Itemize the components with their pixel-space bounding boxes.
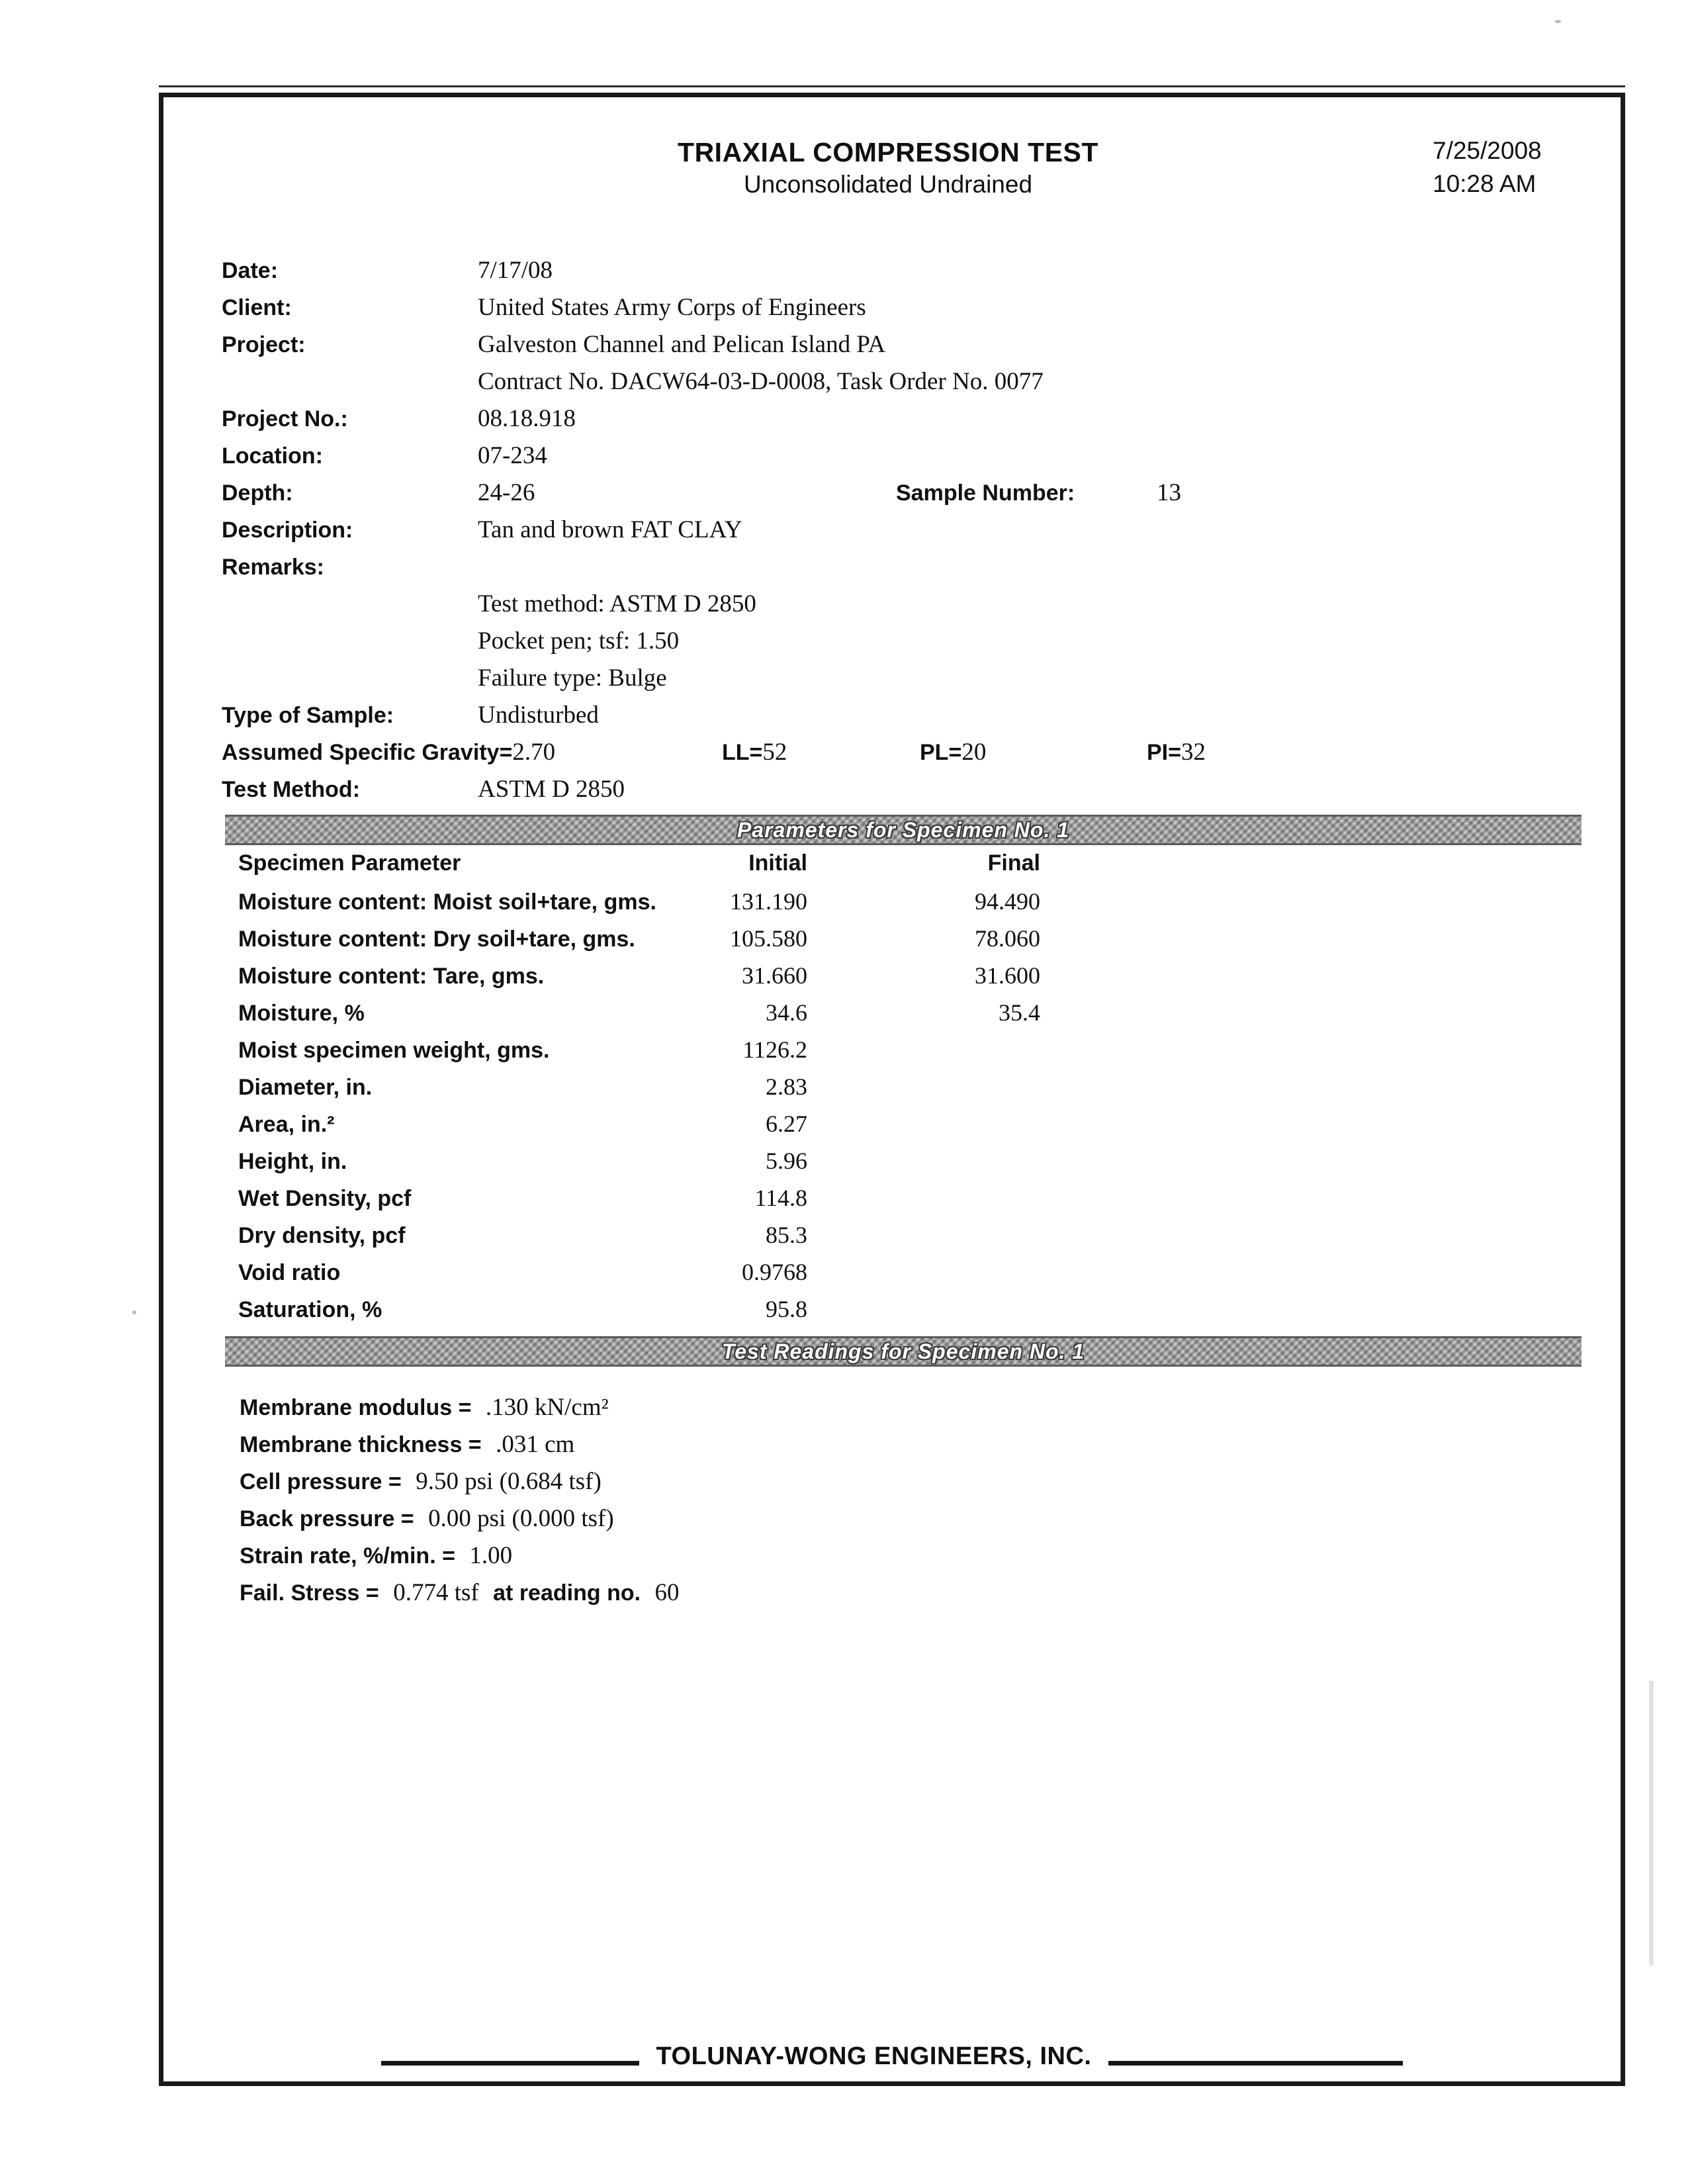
reading-value: 1.00 <box>469 1542 513 1569</box>
info-section <box>222 255 1554 811</box>
pi-value: 32 <box>1181 739 1206 766</box>
col-header-parameter: Specimen Parameter <box>238 850 461 876</box>
info-label: Project No.: <box>222 406 348 432</box>
param-name: Saturation, % <box>238 1297 382 1322</box>
info-value: 07-234 <box>478 442 547 469</box>
param-name: Diameter, in. <box>238 1075 373 1100</box>
info-label: Project: <box>222 332 306 357</box>
param-initial: 131.190 <box>730 888 807 915</box>
reading-value: .130 kN/cm² <box>485 1394 609 1421</box>
fail-reading-label: at reading no. <box>493 1580 641 1606</box>
param-initial: 5.96 <box>766 1148 807 1174</box>
report-frame <box>159 93 1625 2086</box>
reading-value: 0.00 psi (0.000 tsf) <box>428 1505 614 1532</box>
reading-label: Membrane modulus = <box>240 1395 472 1420</box>
sample-number-label: Sample Number: <box>896 480 1075 506</box>
param-name: Area, in.² <box>238 1112 335 1137</box>
info-value: United States Army Corps of Engineers <box>478 294 866 321</box>
param-final: 94.490 <box>975 888 1040 915</box>
table-row <box>222 1147 1554 1184</box>
fail-stress-value: 0.774 tsf <box>393 1579 479 1606</box>
info-row-failure-type <box>222 662 1554 700</box>
param-initial: 1126.2 <box>742 1036 807 1063</box>
ll-label: LL= <box>722 740 763 765</box>
reading-membrane-thickness <box>222 1429 1554 1466</box>
table-row <box>222 1184 1554 1221</box>
company-name: TOLUNAY-WONG ENGINEERS, INC. <box>656 2042 1092 2070</box>
param-name: Void ratio <box>238 1260 341 1285</box>
info-row-project-no <box>222 403 1554 440</box>
parameters-table-header <box>222 850 1554 887</box>
info-value: Undisturbed <box>478 702 599 729</box>
info-row-contract <box>222 366 1554 403</box>
param-name: Height, in. <box>238 1149 347 1174</box>
info-label: Remarks: <box>222 555 324 580</box>
param-initial: 105.580 <box>730 925 807 952</box>
info-row-depth <box>222 477 1554 514</box>
specific-gravity-value: 2.70 <box>512 739 556 766</box>
readings-section-title: Test Readings for Specimen No. 1 <box>721 1339 1085 1363</box>
param-final: 35.4 <box>999 999 1040 1026</box>
param-name: Moisture content: Tare, gms. <box>238 964 545 989</box>
scan-speck <box>132 1310 136 1314</box>
info-label: Depth: <box>222 480 293 506</box>
reading-label: Strain rate, %/min. = <box>240 1543 455 1569</box>
report-content <box>163 97 1621 2081</box>
info-row-remarks <box>222 551 1554 588</box>
table-row <box>222 999 1554 1036</box>
param-name: Dry density, pcf <box>238 1223 406 1248</box>
param-final: 31.600 <box>975 962 1040 989</box>
info-label: Date: <box>222 258 279 283</box>
table-row <box>222 1295 1554 1332</box>
ll-value: 52 <box>762 739 787 766</box>
info-value: Galveston Channel and Pelican Island PA <box>478 331 886 358</box>
reading-back-pressure <box>222 1503 1554 1540</box>
sample-number-value: 13 <box>1157 479 1181 506</box>
footer-rule-right <box>1108 2061 1403 2066</box>
test-method-row <box>222 774 1554 811</box>
param-name: Moisture, % <box>238 1001 365 1026</box>
param-initial: 0.9768 <box>742 1259 807 1285</box>
info-row-pocket-pen <box>222 625 1554 662</box>
specific-gravity-row <box>222 737 1554 774</box>
report-subtitle: Unconsolidated Undrained <box>743 171 1033 198</box>
reading-strain-rate <box>222 1540 1554 1577</box>
table-row <box>222 1110 1554 1147</box>
page-edge-line <box>159 85 1625 87</box>
test-readings-section <box>222 1392 1554 1614</box>
report-title: TRIAXIAL COMPRESSION TEST <box>678 137 1098 167</box>
param-final: 78.060 <box>975 925 1040 952</box>
info-value: Contract No. DACW64-03-D-0008, Task Order No. 0077 <box>478 368 1044 395</box>
info-row-location <box>222 440 1554 477</box>
fail-reading-value: 60 <box>654 1579 680 1606</box>
info-label: Location: <box>222 443 323 469</box>
info-row-test-method-note <box>222 588 1554 625</box>
table-row <box>222 1258 1554 1295</box>
info-label: Client: <box>222 295 292 320</box>
parameters-section-bar <box>225 815 1582 845</box>
info-value: 24-26 <box>478 479 535 506</box>
footer-rule-left <box>381 2061 639 2066</box>
info-label: Type of Sample: <box>222 703 394 728</box>
param-initial: 85.3 <box>766 1222 807 1248</box>
param-initial: 6.27 <box>766 1111 807 1137</box>
reading-label: Cell pressure = <box>240 1469 402 1494</box>
print-date: 7/25/2008 <box>1433 137 1542 164</box>
info-row-date <box>222 255 1554 292</box>
reading-membrane-modulus <box>222 1392 1554 1429</box>
reading-value: 9.50 psi (0.684 tsf) <box>416 1468 602 1495</box>
scan-artifact-streak <box>1649 1681 1654 1966</box>
liquid-limit <box>722 737 787 768</box>
info-label: Description: <box>222 518 353 543</box>
print-time: 10:28 AM <box>1433 170 1537 197</box>
table-row <box>222 887 1554 925</box>
table-row <box>222 962 1554 999</box>
param-name: Wet Density, pcf <box>238 1186 412 1211</box>
plastic-limit <box>920 737 986 768</box>
reading-value: .031 cm <box>496 1431 575 1458</box>
info-value: Failure type: Bulge <box>478 664 667 692</box>
param-name: Moist specimen weight, gms. <box>238 1038 550 1063</box>
table-row <box>222 1036 1554 1073</box>
table-row <box>222 1073 1554 1110</box>
info-row-client <box>222 292 1554 329</box>
table-row <box>222 1221 1554 1258</box>
col-header-final: Final <box>987 850 1040 876</box>
plasticity-index <box>1147 737 1206 768</box>
specific-gravity-label: Assumed Specific Gravity= <box>222 740 513 765</box>
pl-value: 20 <box>961 739 987 766</box>
param-initial: 31.660 <box>742 962 807 989</box>
pl-label: PL= <box>920 740 962 765</box>
info-value: Tan and brown FAT CLAY <box>478 516 742 543</box>
parameters-table <box>222 850 1554 1332</box>
info-value: 08.18.918 <box>478 405 576 432</box>
info-row-project <box>222 329 1554 366</box>
reading-label: Membrane thickness = <box>240 1432 482 1457</box>
param-initial: 114.8 <box>754 1185 807 1211</box>
reading-fail-stress <box>222 1577 1554 1614</box>
reading-cell-pressure <box>222 1466 1554 1503</box>
info-value: Test method: ASTM D 2850 <box>478 590 756 617</box>
info-value: 7/17/08 <box>478 257 553 284</box>
param-initial: 34.6 <box>766 999 807 1026</box>
scan-speck <box>1555 20 1561 23</box>
param-initial: 2.83 <box>766 1073 807 1100</box>
info-row-description <box>222 514 1554 551</box>
param-initial: 95.8 <box>766 1296 807 1322</box>
col-header-initial: Initial <box>748 850 807 876</box>
reading-label: Back pressure = <box>240 1506 414 1531</box>
param-name: Moisture content: Dry soil+tare, gms. <box>238 927 635 952</box>
readings-section-bar <box>225 1336 1582 1367</box>
pi-label: PI= <box>1147 740 1181 765</box>
table-row <box>222 925 1554 962</box>
test-method-value: ASTM D 2850 <box>478 776 625 803</box>
info-value: Pocket pen; tsf: 1.50 <box>478 627 680 655</box>
specific-gravity <box>222 737 555 768</box>
param-name: Moisture content: Moist soil+tare, gms. <box>238 889 656 915</box>
test-method-label: Test Method: <box>222 777 361 802</box>
info-row-sample-type <box>222 700 1554 737</box>
footer <box>163 2042 1621 2071</box>
parameters-section-title: Parameters for Specimen No. 1 <box>736 817 1070 842</box>
fail-stress-label: Fail. Stress = <box>240 1580 379 1606</box>
